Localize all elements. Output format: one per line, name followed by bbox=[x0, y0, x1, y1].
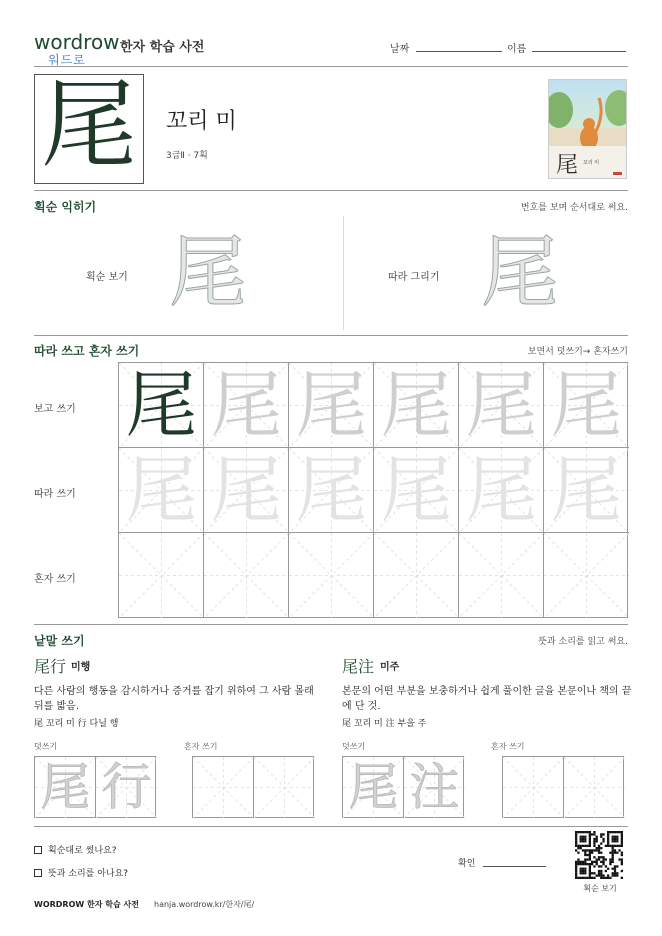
grid-cell[interactable] bbox=[544, 533, 629, 618]
document-title: 한자 학습 사전 bbox=[120, 40, 205, 55]
date-field[interactable] bbox=[416, 51, 502, 52]
qr-code-pattern bbox=[574, 831, 624, 879]
trace-character: 尾 bbox=[125, 448, 198, 532]
practice-note: 보면서 덧쓰기→ 혼자쓰기 bbox=[527, 347, 628, 357]
trace-character: 尾 bbox=[465, 448, 538, 532]
word-box-cell[interactable] bbox=[96, 757, 157, 818]
confirm-label: 확인 bbox=[458, 859, 476, 869]
trace-character: 尾 bbox=[550, 363, 623, 447]
grid-cell[interactable] bbox=[204, 533, 289, 618]
trace-box-label-2: 덧쓰기 bbox=[342, 742, 366, 751]
name-field[interactable] bbox=[532, 51, 626, 52]
grid-cell[interactable] bbox=[459, 448, 544, 533]
grid-cell[interactable] bbox=[289, 363, 374, 448]
guide-lines bbox=[193, 757, 254, 818]
guide-lines bbox=[204, 533, 289, 618]
word-hanja-1: 尾行 bbox=[34, 657, 67, 676]
guide-lines bbox=[459, 533, 544, 618]
grid-cell[interactable] bbox=[119, 448, 204, 533]
book-cover-char: 尾 bbox=[556, 153, 579, 178]
word-gloss-2: 尾 꼬리 미 注 부을 주 bbox=[342, 719, 427, 729]
trace-character: 行 bbox=[101, 758, 152, 816]
grid-cell[interactable] bbox=[289, 533, 374, 618]
trace-character: 尾 bbox=[380, 448, 453, 532]
hero-meaning: 꼬리 미 bbox=[166, 109, 237, 134]
confirm-signature-field[interactable] bbox=[483, 866, 546, 867]
check-label-1: 획순대로 썼나요? bbox=[48, 846, 117, 856]
trace-character: 尾 bbox=[380, 363, 453, 447]
trace-character: 尾 bbox=[550, 448, 623, 532]
word-solo-box-1[interactable] bbox=[192, 756, 314, 818]
stroke-order-diagram: 尾 bbox=[168, 228, 247, 318]
trace-character: 尾 bbox=[40, 758, 91, 816]
stroke-view-label: 획순 보기 bbox=[86, 272, 128, 283]
word-solo-box-2[interactable] bbox=[502, 756, 624, 818]
grid-cell[interactable] bbox=[459, 363, 544, 448]
word-box-cell[interactable] bbox=[404, 757, 465, 818]
word-reading-1: 미행 bbox=[71, 662, 91, 673]
guide-lines bbox=[374, 533, 459, 618]
word-reading-2: 미주 bbox=[380, 662, 400, 673]
word-box-cell[interactable] bbox=[35, 757, 96, 818]
grid-cell[interactable] bbox=[374, 448, 459, 533]
logo-korean: 워드로 bbox=[48, 53, 86, 67]
guide-lines bbox=[289, 533, 374, 618]
trace-character: 尾 bbox=[210, 448, 283, 532]
solo-box-label-1: 혼자 쓰기 bbox=[184, 742, 218, 751]
name-label: 이름 bbox=[507, 44, 527, 55]
word-definition-2: 본문의 어떤 부분을 보충하거나 쉽게 풀이한 글을 본문이나 책의 끝에 단 것. bbox=[342, 686, 632, 712]
stroke-divider bbox=[343, 216, 344, 330]
word-box-cell[interactable] bbox=[564, 757, 625, 818]
trace-box-label-1: 덧쓰기 bbox=[34, 742, 58, 751]
guide-lines bbox=[254, 757, 315, 818]
word-trace-box-2[interactable] bbox=[342, 756, 464, 818]
grid-cell[interactable] bbox=[289, 448, 374, 533]
trace-character: 尾 bbox=[348, 758, 399, 816]
checklist-item-meaning[interactable] bbox=[34, 866, 128, 879]
practice-divider bbox=[34, 624, 628, 625]
trace-character: 尾 bbox=[465, 363, 538, 447]
grid-cell[interactable] bbox=[204, 448, 289, 533]
checklist-item-stroke-order[interactable] bbox=[34, 843, 117, 856]
stroke-section-divider bbox=[34, 335, 628, 336]
stroke-order-note: 번호를 보며 순서대로 써요. bbox=[520, 203, 628, 213]
book-cover-illustration bbox=[549, 80, 627, 179]
grid-cell[interactable] bbox=[459, 533, 544, 618]
guide-lines bbox=[119, 533, 204, 618]
row-label-trace: 따라 쓰기 bbox=[34, 489, 76, 500]
grid-cell[interactable] bbox=[544, 448, 629, 533]
word-hanja-2: 尾注 bbox=[342, 657, 375, 676]
trace-diagram[interactable]: 尾 bbox=[480, 228, 559, 318]
book-cover-image bbox=[548, 79, 627, 179]
grid-cell[interactable] bbox=[119, 363, 204, 448]
grid-cell[interactable] bbox=[374, 363, 459, 448]
hero-divider bbox=[34, 190, 628, 191]
guide-lines bbox=[564, 757, 625, 818]
hero-character: 尾 bbox=[41, 69, 137, 181]
row-label-view: 보고 쓰기 bbox=[34, 404, 76, 415]
book-cover-caption: 꼬리 미 bbox=[583, 160, 600, 166]
grid-cell[interactable] bbox=[119, 533, 204, 618]
word-gloss-1: 尾 꼬리 미 行 다닐 행 bbox=[34, 719, 119, 729]
trace-character: 尾 bbox=[210, 363, 283, 447]
checkbox-icon[interactable] bbox=[34, 846, 42, 854]
grid-cell[interactable] bbox=[544, 363, 629, 448]
footer-brand: WORDROW 한자 학습 사전 bbox=[34, 900, 139, 909]
word-trace-box-1[interactable] bbox=[34, 756, 156, 818]
practice-title: 따라 쓰고 혼자 쓰기 bbox=[34, 344, 140, 358]
word-definition-1: 다른 사람의 행동을 감시하거나 증거를 잡기 위하여 그 사람 몰래 뒤를 밟음. bbox=[34, 686, 314, 712]
row-label-solo: 혼자 쓰기 bbox=[34, 574, 76, 585]
footer-url[interactable]: hanja.wordrow.kr/한자/尾/ bbox=[154, 900, 255, 909]
word-box-cell[interactable] bbox=[343, 757, 404, 818]
solo-box-label-2: 혼자 쓰기 bbox=[491, 742, 525, 751]
wordrow-logo bbox=[34, 30, 120, 67]
date-label: 날짜 bbox=[390, 44, 410, 55]
vocab-note: 뜻과 소리를 읽고 써요. bbox=[538, 637, 628, 647]
trace-label[interactable]: 따라 그리기 bbox=[388, 272, 440, 283]
logo-wordmark: wordrow bbox=[34, 30, 120, 54]
model-character: 尾 bbox=[125, 363, 198, 447]
grid-cell[interactable] bbox=[374, 533, 459, 618]
trace-character: 尾 bbox=[295, 363, 368, 447]
guide-lines bbox=[503, 757, 564, 818]
check-label-2: 뜻과 소리를 아나요? bbox=[48, 869, 129, 879]
word-box-cell[interactable] bbox=[254, 757, 315, 818]
guide-lines bbox=[544, 533, 629, 618]
word-box-cell[interactable] bbox=[193, 757, 254, 818]
checkbox-icon[interactable] bbox=[34, 869, 42, 877]
header-divider bbox=[34, 66, 628, 67]
qr-code-icon[interactable] bbox=[574, 831, 624, 879]
stroke-order-title: 획순 익히기 bbox=[34, 200, 97, 214]
vocab-title: 낱말 쓰기 bbox=[34, 634, 85, 648]
practice-grid[interactable] bbox=[118, 362, 628, 618]
vocab-divider bbox=[34, 826, 628, 827]
word-box-cell[interactable] bbox=[503, 757, 564, 818]
trace-character: 尾 bbox=[295, 448, 368, 532]
qr-label: 획순 보기 bbox=[583, 884, 617, 893]
trace-character: 注 bbox=[409, 758, 460, 816]
hero-grade-strokes: 3급Ⅱ · 7획 bbox=[166, 151, 208, 161]
grid-cell[interactable] bbox=[204, 363, 289, 448]
